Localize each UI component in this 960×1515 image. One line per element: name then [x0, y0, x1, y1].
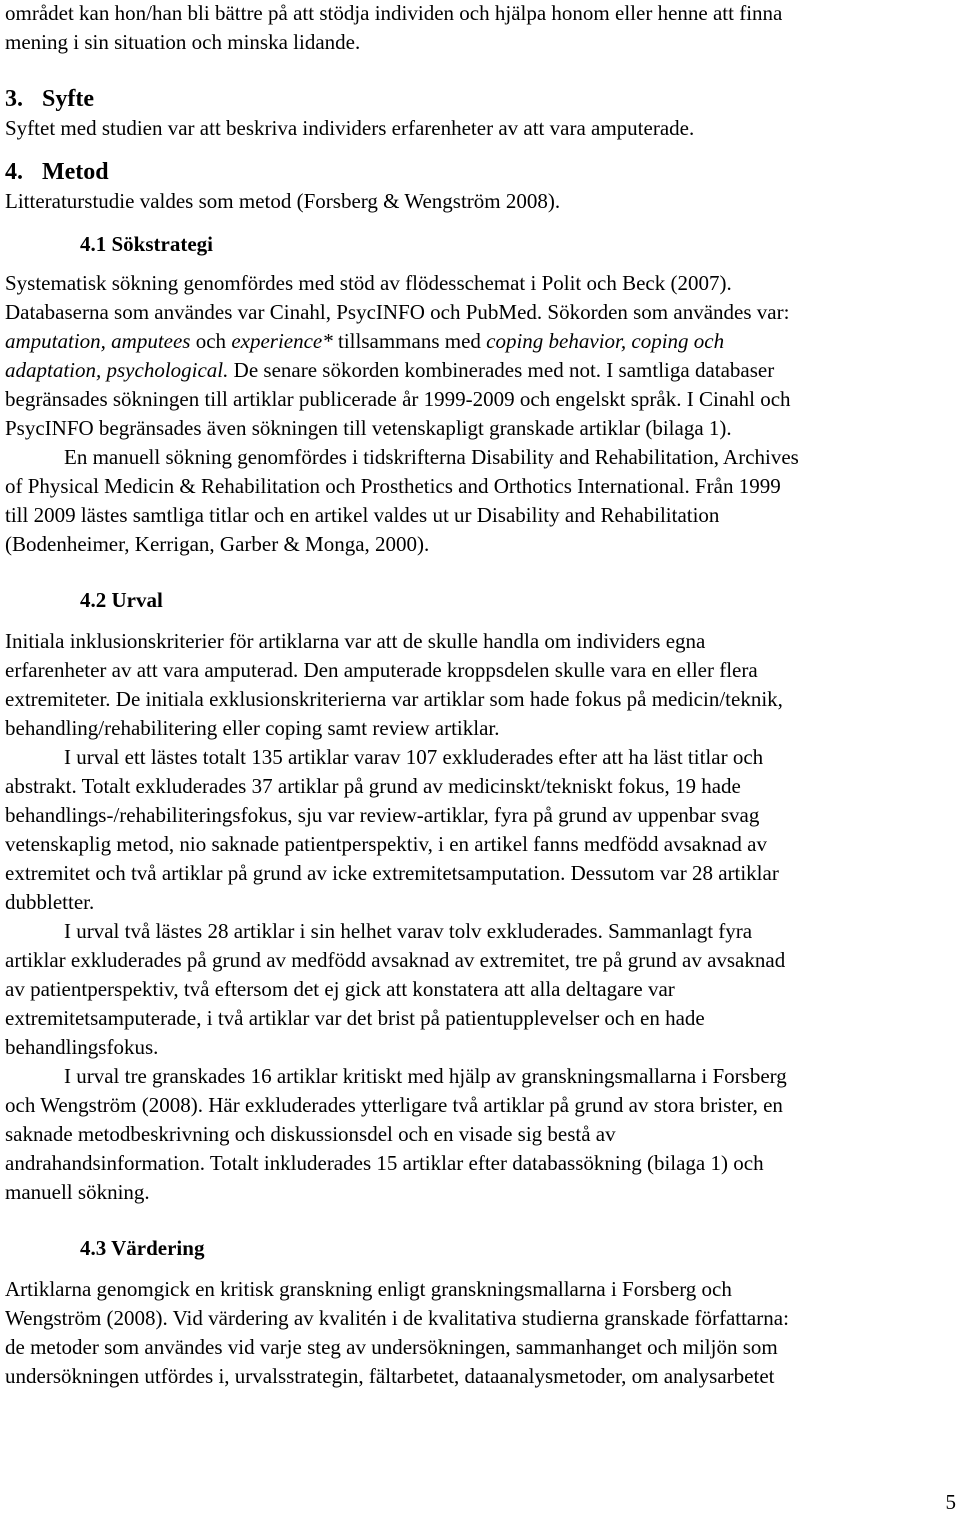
text-line: vetenskaplig metod, nio saknade patientperspektiv, i en artikel fanns medfödd avsaknad av [5, 832, 767, 856]
urval-paragraph-1 [5, 627, 955, 743]
italic-term: experience* [231, 329, 333, 353]
text-line: och Wengström (2008). Här exkluderades ytterligare två artiklar på grund av stora brister, en [5, 1093, 783, 1117]
vardering-paragraph-1 [5, 1275, 955, 1391]
text-line: av patientperspektiv, två eftersom det ej gick att konstatera att alla deltagare var [5, 977, 675, 1001]
text-line: mening i sin situation och minska lidande. [5, 30, 361, 54]
text-line: extremiteter. De initiala exklusionskriterierna var artiklar som hade fokus på medicin/teknik, [5, 687, 783, 711]
text-line: (Bodenheimer, Kerrigan, Garber & Monga, 2000). [5, 532, 430, 556]
text-line: andrahandsinformation. Totalt inkluderades 15 artiklar efter databassökning (bilaga 1) och [5, 1151, 764, 1175]
text-line: behandlings-/rehabiliteringsfokus, sju var review-artiklar, fyra på grund av uppenbar svag [5, 803, 760, 827]
page-number: 5 [945, 1490, 956, 1514]
italic-term: coping behavior, coping och [486, 329, 725, 353]
text-line: Artiklarna genomgick en kritisk granskning enligt granskningsmallarna i Forsberg och [5, 1277, 732, 1301]
text-line: behandling/rehabilitering eller coping samt review artiklar. [5, 716, 500, 740]
text-line: extremitet och två artiklar på grund av icke extremitetsamputation. Dessutom var 28 artiklar [5, 861, 779, 885]
text-line: extremitetsamputerade, i två artiklar var det brist på patientupplevelser och en hade [5, 1006, 705, 1030]
heading-syfte [5, 84, 955, 114]
text-line: Wengström (2008). Vid värdering av kvalitén i de kvalitativa studierna granskade författarna: [5, 1306, 789, 1330]
text-line [5, 356, 955, 385]
heading-number: 3. [5, 86, 23, 112]
text-line: Litteraturstudie valdes som metod (Forsberg & Wengström 2008). [5, 189, 561, 213]
document-page [5, 0, 955, 1391]
text-line: dubbletter. [5, 890, 95, 914]
text-line [5, 327, 955, 356]
text-line: I urval tre granskades 16 artiklar kritiskt med hjälp av granskningsmallarna i Forsberg [64, 1064, 787, 1088]
text-line: Initiala inklusionskriterier för artiklarna var att de skulle handla om individers egna [5, 629, 706, 653]
text-line: PsycINFO begränsades även sökningen till vetenskapligt granskade artiklar (bilaga 1). [5, 416, 732, 440]
text-line: I urval ett lästes totalt 135 artiklar varav 107 exkluderades efter att ha läst titlar och [64, 745, 764, 769]
heading-number: 4. [5, 159, 23, 185]
italic-term: amputation, amputees [5, 329, 191, 353]
text-line: Databaserna som användes var Cinahl, PsycINFO och PubMed. Sökorden som användes var: [5, 300, 790, 324]
text-span: De senare sökorden kombinerades med not. I samtliga databaser [228, 358, 775, 382]
heading-title: Metod [42, 159, 109, 185]
text-line: manuell sökning. [5, 1180, 150, 1204]
text-line: saknade metodbeskrivning och diskussionsdel och en visade sig bestå av [5, 1122, 616, 1146]
heading-title: Syfte [42, 86, 94, 112]
text-line: behandlingsfokus. [5, 1035, 159, 1059]
intro-paragraph [5, 0, 955, 57]
urval-paragraph-3 [5, 917, 955, 1062]
italic-term: adaptation, psychological. [5, 358, 229, 382]
text-line: Syftet med studien var att beskriva individers erfarenheter av att vara amputerade. [5, 116, 695, 140]
text-line: undersökningen utfördes i, urvalsstrategin, fältarbetet, dataanalysmetoder, om analysarbetet [5, 1364, 775, 1388]
text-line: Systematisk sökning genomfördes med stöd av flödesschemat i Polit och Beck (2007). [5, 271, 732, 295]
urval-paragraph-4 [5, 1062, 955, 1207]
heading-metod [5, 157, 955, 187]
subheading-vardering: 4.3 Värdering [80, 1236, 205, 1260]
subheading-urval: 4.2 Urval [80, 588, 163, 612]
text-line: artiklar exkluderades på grund av medfödd avsaknad av extremitet, tre på grund av avsaknad [5, 948, 786, 972]
subheading-sokstrategi: 4.1 Sökstrategi [80, 232, 213, 256]
text-line: of Physical Medicin & Rehabilitation och Prosthetics and Orthotics International. Från 1999 [5, 474, 781, 498]
text-line: En manuell sökning genomfördes i tidskrifterna Disability and Rehabilitation, Archives [64, 445, 799, 469]
text-line: erfarenheter av att vara amputerad. Den amputerade kroppsdelen skulle vara en eller flera [5, 658, 758, 682]
urval-paragraph-2 [5, 743, 955, 917]
text-span: tillsammans med [332, 329, 487, 353]
text-line: begränsades sökningen till artiklar publicerade år 1999-2009 och engelskt språk. I Cinahl och [5, 387, 791, 411]
text-span: och [190, 329, 232, 353]
text-line: till 2009 lästes samtliga titlar och en artikel valdes ut ur Disability and Rehabilitation [5, 503, 720, 527]
text-line: I urval två lästes 28 artiklar i sin helhet varav tolv exkluderades. Sammanlagt fyra [64, 919, 753, 943]
text-line: området kan hon/han bli bättre på att stödja individen och hjälpa honom eller henne att finna [5, 1, 783, 25]
sokstrategi-paragraph-1 [5, 269, 955, 443]
text-line: abstrakt. Totalt exkluderades 37 artiklar på grund av medicinskt/tekniskt fokus, 19 hade [5, 774, 741, 798]
sokstrategi-paragraph-2 [5, 443, 955, 559]
text-line: de metoder som användes vid varje steg av undersökningen, sammanhanget och miljön som [5, 1335, 778, 1359]
